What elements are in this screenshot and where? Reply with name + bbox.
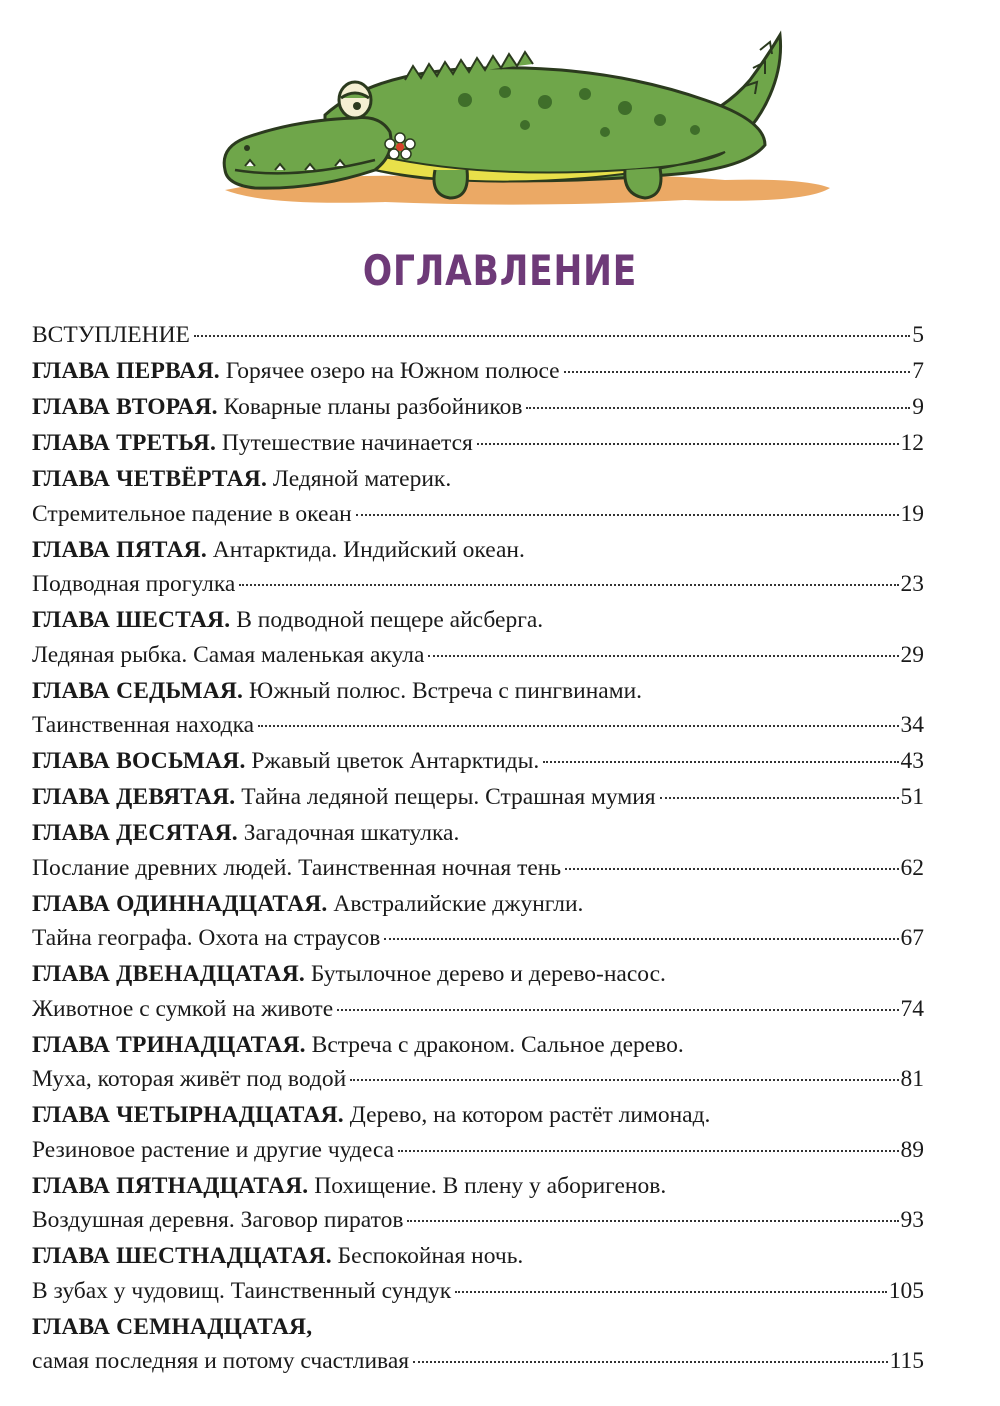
crocodile-illustration — [205, 20, 845, 220]
chapter-title: самая последняя и потому счастливая — [32, 1348, 410, 1374]
page-number: 115 — [889, 1348, 924, 1374]
toc-entry[interactable] — [32, 674, 924, 743]
chapter-label: ГЛАВА СЕДЬМАЯ. — [32, 677, 244, 704]
chapter-title: Резиновое растение и другие чудеса — [32, 1136, 395, 1163]
page-number: 89 — [900, 1136, 924, 1163]
chapter-title: Стремительное падение в океан — [32, 500, 352, 527]
toc-entry[interactable] — [32, 603, 924, 672]
page-number: 5 — [912, 322, 924, 348]
chapter-title: Встреча с драконом. Сальное дерево. — [311, 1031, 684, 1058]
chapter-label: ГЛАВА ТРЕТЬЯ. — [32, 430, 217, 456]
chapter-label: ГЛАВА ДЕВЯТАЯ. — [32, 784, 236, 810]
dot-leader — [337, 1009, 898, 1011]
page-number: 9 — [912, 394, 924, 420]
chapter-title: Животное с сумкой на животе — [32, 995, 334, 1022]
page-number: 23 — [900, 571, 924, 597]
dot-leader — [258, 725, 898, 727]
page-number: 67 — [900, 925, 924, 951]
page-number: 34 — [900, 712, 924, 738]
dot-leader — [455, 1291, 887, 1293]
dot-leader — [477, 443, 899, 445]
page-number: 19 — [900, 500, 924, 527]
dot-leader — [564, 371, 911, 373]
toc-entry[interactable] — [32, 533, 924, 602]
chapter-title: Подводная прогулка — [32, 571, 236, 597]
dot-leader — [428, 655, 898, 657]
page-number: 12 — [900, 430, 924, 456]
chapter-label: ГЛАВА ШЕСТНАДЦАТАЯ. — [32, 1243, 332, 1269]
chapter-title: Послание древних людей. Таинственная ночная тень — [32, 854, 562, 881]
chapter-title: Похищение. В плену у аборигенов. — [314, 1172, 667, 1199]
chapter-label: ГЛАВА ПЯТНАДЦАТАЯ. — [32, 1172, 309, 1199]
dot-leader — [350, 1079, 898, 1081]
dot-leader — [413, 1361, 888, 1363]
dot-leader — [660, 797, 899, 799]
chapter-label: ГЛАВА ДВЕНАДЦАТАЯ. — [32, 961, 305, 987]
chapter-label: ГЛАВА ШЕСТАЯ. — [32, 607, 231, 633]
chapter-title: В подводной пещере айсберга. — [236, 607, 544, 633]
chapter-title: ВСТУПЛЕНИЕ — [32, 322, 190, 348]
chapter-label: ГЛАВА ЧЕТЫРНАДЦАТАЯ. — [32, 1102, 344, 1128]
chapter-title: Таинственная находка — [32, 712, 255, 738]
toc-entry[interactable] — [32, 957, 924, 1026]
dot-leader — [398, 1150, 898, 1152]
toc-entry[interactable] — [32, 1028, 924, 1097]
page-number: 81 — [900, 1066, 924, 1092]
page-number: 62 — [900, 854, 924, 881]
toc-entry[interactable] — [32, 816, 924, 885]
toc-entry[interactable] — [32, 426, 924, 461]
chapter-title: В зубах у чудовищ. Таинственный сундук — [32, 1277, 452, 1304]
chapter-title: Воздушная деревня. Заговор пиратов — [32, 1207, 404, 1233]
chapter-title: Беспокойная ночь. — [337, 1243, 524, 1269]
page-number: 93 — [900, 1207, 924, 1233]
page-number: 74 — [900, 995, 924, 1022]
chapter-label: ГЛАВА ВТОРАЯ. — [32, 394, 218, 420]
toc-entry[interactable] — [32, 318, 924, 353]
chapter-label: ГЛАВА ВОСЬМАЯ. — [32, 748, 246, 774]
chapter-label: ГЛАВА ПЯТАЯ. — [32, 536, 207, 563]
page-number: 105 — [888, 1277, 924, 1304]
dot-leader — [526, 407, 910, 409]
page-number: 29 — [900, 641, 924, 668]
toc-title: ОГЛАВЛЕНИЕ — [362, 246, 638, 295]
chapter-title: Тайна ледяной пещеры. Страшная мумия — [241, 784, 656, 810]
toc-entry[interactable] — [32, 887, 924, 956]
page-number: 7 — [912, 358, 924, 384]
dot-leader — [194, 335, 910, 337]
chapter-title: Ледяной материк. — [272, 466, 452, 492]
chapter-title: Австралийские джунгли. — [333, 890, 584, 917]
chapter-title: Загадочная шкатулка. — [243, 820, 460, 846]
chapter-title: Муха, которая живёт под водой — [32, 1066, 347, 1092]
dot-leader — [239, 584, 898, 586]
chapter-label: ГЛАВА СЕМНАДЦАТАЯ, — [32, 1313, 313, 1340]
toc-entry[interactable] — [32, 354, 924, 389]
page-number: 51 — [900, 784, 924, 810]
chapter-label: ГЛАВА ЧЕТВЁРТАЯ. — [32, 466, 268, 492]
chapter-label: ГЛАВА ОДИННАДЦАТАЯ. — [32, 890, 328, 917]
chapter-title: Южный полюс. Встреча с пингвинами. — [249, 677, 643, 704]
toc-entry[interactable] — [32, 1098, 924, 1167]
dot-leader — [407, 1220, 898, 1222]
dot-leader — [384, 938, 898, 940]
chapter-title: Ржавый цветок Антарктиды. — [251, 748, 540, 774]
toc-entry[interactable] — [32, 1310, 924, 1379]
chapter-title: Путешествие начинается — [221, 430, 473, 456]
toc-entry[interactable] — [32, 1239, 924, 1308]
dot-leader — [356, 514, 899, 516]
toc-entry[interactable] — [32, 462, 924, 531]
dot-leader — [543, 761, 898, 763]
page-number: 43 — [900, 748, 924, 774]
dot-leader — [565, 868, 898, 870]
toc-entry[interactable] — [32, 744, 924, 779]
chapter-label: ГЛАВА ПЕРВАЯ. — [32, 358, 220, 384]
chapter-label: ГЛАВА ТРИНАДЦАТАЯ. — [32, 1031, 306, 1058]
table-of-contents — [32, 318, 924, 1380]
chapter-title: Горячее озеро на Южном полюсе — [225, 358, 560, 384]
chapter-title: Антарктида. Индийский океан. — [212, 536, 525, 563]
chapter-title: Дерево, на котором растёт лимонад. — [349, 1102, 711, 1128]
toc-entry[interactable] — [32, 390, 924, 425]
chapter-title: Коварные планы разбойников — [223, 394, 523, 420]
chapter-title: Бутылочное дерево и дерево-насос. — [310, 961, 666, 987]
chapter-title: Ледяная рыбка. Самая маленькая акула — [32, 641, 425, 668]
chapter-label: ГЛАВА ДЕСЯТАЯ. — [32, 820, 238, 846]
toc-entry[interactable] — [32, 1169, 924, 1238]
toc-entry[interactable] — [32, 780, 924, 815]
chapter-title: Тайна географа. Охота на страусов — [32, 925, 381, 951]
